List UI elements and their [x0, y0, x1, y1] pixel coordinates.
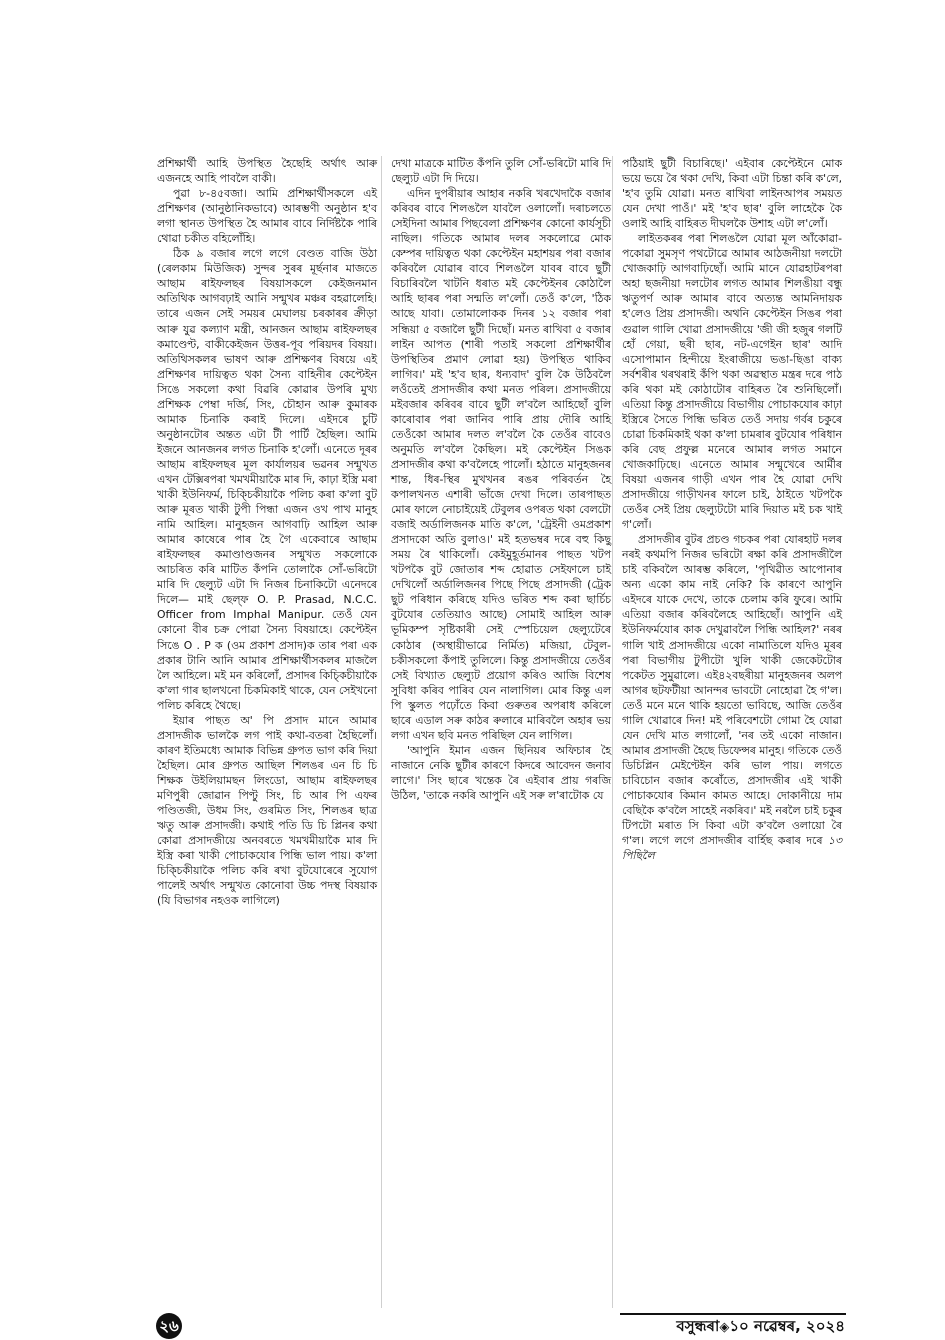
column-divider	[612, 156, 613, 1308]
paragraph-text: প্ৰসাদজীৰ বুটৰ প্ৰচণ্ড গচকৰ পৰা যোৰহাট দলৰ নৰই কথমপি নিজৰ ভৰিটো ৰক্ষা কৰি প্ৰসাদজীলৈ চাই বকিবলৈ আৰম্ভ কৰিলে, 'পৃথিৱীত আপোনাৰ অন্য একো কাম নাই নেকি? কি কাৰণে আপুনি এইদৰে যাকে দেখে, তাকে চেলাম কৰি ফুৰে। আমি এতিয়া বজাৰ কৰিবলৈহে আহিছোঁ। আপুনি এই ইউনিফৰ্মযোৰ কাক দেখুৱাবলৈ পিন্ধি আহিল?' নৰৰ গালি খাই প্ৰসাদজীয়ে একো নামাতিলে যদিও মূৰৰ পৰা বিভাগীয় টুপীটো খুলি খাকী জেকেটটোৰ পকেটত সুমুৱালে। এই৪২বছৰীয়া মানুহজনৰ অলপ আগৰ ছটফটীয়া আনন্দৰ ভাবটো নোহোৱা হৈ গ'ল। তেওঁ মনে মনে থাকি হয়তো ভাবিছে, আজি তেওঁৰ গালি খোৱাৰে দিন! মই পৰিবেশটো গোমা হৈ যোৱা যেন দেখি মাত লগালোঁ, 'নৰ তই একো নাজান। আমাৰ প্ৰসাদজী হৈছে ডিফেন্সৰ মানুহ। গতিকে তেওঁ ডিচিপ্লিন মেইণ্টেইন কৰি ভাল পায়। লগতে চাবিচোন বজাৰ কৰোঁতে, প্ৰসাদজীৰ এই খাকী পোচাকযোৰ কিমান কামত আহে। দোকানীয়ে দাম বেছিকৈ ক'বলৈ সাহেই নকৰিব।' মই নৰলৈ চাই চকুৰ টিপটো মৰাত সি কিবা এটা ক'বলৈ ওলায়ো ৰৈ গ'ল। লগে লগে প্ৰসাদজীৰ বাৰ্হিছ কৰাৰ দৰে	[622, 533, 842, 848]
paragraph: পুৱা ৮-৪৫বজা। আমি প্ৰশিক্ষাৰ্থীসকলে এই প্ৰশিক্ষণৰ (আনুষ্ঠানিকভাবে) আৰম্ভণী অনুষ্ঠান হ'ব লগা স্থানত উপস্থিত হৈ আমাৰ বাবে নিৰ্দিষ্টকৈ পাৰি থোৱা চকীত বহিলোঁহি।	[157, 187, 377, 246]
paragraph: ঠিক ৯ বজাৰ লগে লগে বেণ্ডত বাজি উঠা (ৰেলকাম মিউজিক) সুন্দৰ সুৰৰ মূৰ্ছনাৰ মাজতে আছাম ৰাইফলছৰ বিষয়াসকলে কেইজনমান অতিথিক আগবঢ়াই আনি সন্মুখৰ মঞ্চৰ বহৱালেহি। তাৰে এজন সেই সময়ৰ মেঘালয় চৰকাৰৰ ক্ৰীড়া আৰু যুৱ কল্যাণ মন্ত্ৰী, আনজন আছাম ৰাইফলছৰ কমাণ্ডেণ্ট, বাকীকেইজন উত্তৰ-পূব পৰিয়দৰ বিষয়া। অতিথিসকলৰ ভাষণ আৰু প্ৰশিক্ষণৰ বিষয়ে এই প্ৰশিক্ষণৰ দায়িত্বত থকা সৈন্য বাহিনীৰ কেপ্টেইন সিঙে সকলো কথা বিৱৰি কোৱাৰ উপৰি মুখ্য প্ৰশিক্ষক পেম্বা দৰ্জি, সিং, চৌহান আৰু কুমাৰক আমাক চিনাকি কৰাই দিলে। এইদৰে চুটি অনুষ্ঠানটোৰ অন্তত এটা টী পাৰ্টি হৈছিল। আমি ইজনে আনজনৰ লগত চিনাকি হ'লোঁ। এনেতে দূৰৰ আছাম ৰাইফলছৰ মূল কাৰ্যালয়ৰ ভৱনৰ সন্মুখত এখন টেক্সিৰপৰা খমখমীয়াকৈ মাৰ দি, কাঢ়া ইস্ত্ৰি মৰা খাকী ইউনিফৰ্ম, চিক্চিকীয়াকৈ পলিচ কৰা ক'লা বুট আৰু মূৰত খাকী টুপী পিন্ধা এজন ওখ পাখ মানুহ নামি আহিল। মানুহজন আগবাঢ়ি আহিল আৰু আমাৰ কাষেৰে পাৰ হৈ গৈ একেবাৰে আছাম ৰাইফলছৰ কমাণ্ডাণ্ডজনৰ সন্মুখত সকলোকে আচৰিত কৰি মাটিত কঁপনি তোলাকৈ সোঁ-ভৰিটো মাৰি দি ছেল্যুট এটা দি নিজৰ চিনাকিটো এনেদৰে দিলে— মাই ছেল্‌ফ O. P. Prasad, N.C.C. Officer from Imphal Manipur. তেওঁ যেন কোনো বীৰ চক্ৰ পোৱা সৈন্য বিষয়াহে। কেপ্টেইন সিঙে O . P ক (ওম প্ৰকাশ প্ৰসাদ)ক তাৰ পৰা এক প্ৰকাৰ টানি আনি আমাৰ প্ৰশিক্ষাৰ্থীসকলৰ মাজলৈ লৈ আহিলে। মই মন কৰিলোঁ, প্ৰসাদৰ কিচ্কিচীয়াকৈ ক'লা গাৰ ছালখনো চিকমিকাই থাকে, যেন সেইখনো পলিচ কৰিহে থৈছে।	[157, 247, 377, 712]
paragraph: পঠিয়াই ছুটী বিচাৰিছে।' এইবাৰ কেপ্টেইনে মোক ভয়ে ভয়ে ৰৈ থকা দেখি, কিবা এটা চিন্তা কৰি ক'লে, 'হ'ব তুমি যোৱা। মনত ৰাখিবা লাইনআপৰ সময়ত যেন দেখা পাওঁ।' মই 'হ'ব ছাৰ' বুলি লাহেকৈ কৈ ওলাই আহি বাহিৰত দীঘলকৈ উশাহ এটা ল'লোঁ।	[622, 157, 842, 231]
issue-date: ১০ নৱেম্বৰ, ২০২৪	[729, 1317, 845, 1335]
paragraph: দেখা মাত্ৰকে মাটিত কঁপনি তুলি সোঁ-ভৰিটো মাৰি দি ছেল্যুট এটা দি দিয়ে।	[391, 157, 611, 186]
continuation-note: ১৩ পিছিলৈ	[622, 834, 842, 863]
article-column-2	[391, 156, 611, 803]
paragraph: প্ৰশিক্ষাৰ্থী আহি উপস্থিত হৈছেহি অৰ্থাৎ আৰু এজনহে আহি পাবলৈ বাকী।	[157, 157, 377, 186]
column-divider	[381, 156, 382, 1308]
paragraph: 'আপুনি ইমান এজন ছিনিয়ৰ অফিচাৰ হৈ নাজানে নেকি ছুটীৰ কাৰণে কিদৰে আবেদন জনাব লাগে।' সিং ছাৰে খন্তেক ৰৈ এইবাৰ প্ৰায় গৰজি উঠিল, 'তাকে নকৰি আপুনি এই সৰু ল'ৰাটোক যে	[391, 743, 611, 802]
paragraph	[622, 532, 842, 863]
diamond-ornament-icon: ◈	[719, 1320, 730, 1335]
publication-name: বসুন্ধৰা	[676, 1317, 720, 1335]
article-column-3	[622, 156, 842, 863]
page-number: ২৬	[156, 1313, 182, 1339]
footer-masthead	[676, 1314, 845, 1340]
article-column-1	[157, 156, 377, 908]
paragraph: লাইতকৰৰ পৰা শিলঙলৈ যোৱা মূল আঁকোৱা-পকোৱা সুমসৃণ পথটোৱে আমাৰ আঠজনীয়া দলটো খোজকাঢ়ি আগবাঢ়িছোঁ। আমি মানে যোৱহাটৰপৰা অহা ছজনীয়া দলটোৰ লগত আমাৰ শিলঙীয়া বন্ধু ঋতুপৰ্ণ আৰু আমাৰ বাবে অত্যন্ত আমনিদায়ক হ'লেও প্ৰিয় প্ৰসাদজী। অথনি কেপ্টেইন সিঙৰ পৰা গুৱাল গালি খোৱা প্ৰসাদজীয়ে 'জী জী হজুৰ গলটি হোঁ গেয়া, ছৰী ছাৰ, নট-এগেইন ছাৰ' আদি এসোপামান হিন্দীয়ে ইংৰাজীয়ে ভঙা-ছিঙা বাক্য সৰ্বশৰীৰ থৰথৰাই কঁপি থকা অৱস্থাত মন্ত্ৰৰ দৰে পাঠ কৰি থকা মই কোঠাটোৰ বাহিৰত ৰৈ শুনিছিলোঁ। এতিয়া কিন্তু প্ৰসাদজীয়ে বিভাগীয় পোচাকযোৰ কাঢ়া ইস্ত্ৰিৰে সৈতে পিন্ধি ভৰিত তেওঁ সদায় গৰ্বৰ চকুৰে চোৱা চিকমিকাই থকা ক'লা চামৰাৰ বুটযোৰ পৰিধান কৰি বেছ প্ৰফুল্ল মনেৰে আমাৰ লগত সমানে খোজকাঢ়িছে। এনেতে আমাৰ সন্মুখেৰে আৰ্মীৰ বিষয়া এজনৰ গাড়ী এখন পাৰ হৈ যোৱা দেখি প্ৰসাদজীয়ে গাড়ীখনৰ ফালে চাই, ঠাইতে খটপকৈ তেওঁৰ সেই প্ৰিয় ছেল্যুটটো মাৰি দিয়াত মই চক খাই গ'লোঁ।	[622, 232, 842, 532]
paragraph: এদিন দুপৰীয়াৰ আহাৰ নকৰি খৰখেদাকৈ বজাৰ কৰিবৰ বাবে শিলঙলৈ যাবলৈ ওলালোঁ। দৰাচলতে সেইদিনা আমাৰ পিছবেলা প্ৰশিক্ষণৰ কোনো কাৰ্যসূচী নাছিল। গতিকে আমাৰ দলৰ সকলোৱে মোক কেম্পৰ দায়িত্বত থকা কেপ্টেইন মহাশয়ৰ পৰা বজাৰ কৰিবলৈ যোৱাৰ বাবে শিলঙলৈ যাবৰ বাবে ছুটী বিচাৰিবলৈ খাটনি ধৰাত মই কেপ্টেইনৰ কোঠালৈ আহি ছাৰৰ পৰা সন্মতি ল'লোঁ। তেওঁ ক'লে, 'ঠিক আছে যাবা। তোমালোকক দিনৰ ১২ বজাৰ পৰা সন্ধিয়া ৫ বজালৈ ছুটী দিছোঁ। মনত ৰাখিবা ৫ বজাৰ লাইন আপত (শাৰী পতাই সকলো প্ৰশিক্ষাৰ্থীৰ উপস্থিতিৰ প্ৰমাণ লোৱা হয়) উপস্থিত থাকিব লাগিব।' মই 'হ'ব ছাৰ, ধন্যবাদ' বুলি কৈ উঠিবলৈ লওঁতেই প্ৰসাদজীৰ কথা মনত পৰিল। প্ৰসাদজীয়ে মইবজাৰ কৰিবৰ বাবে ছুটী ল'বলৈ আহিছোঁ বুলি কাৰোবাৰ পৰা জানিব পাৰি প্ৰায় দৌৰি আহি তেওঁকো আমাৰ দলত ল'বলৈ কৈ তেওঁৰ বাবেও অনুমতি ল'বলৈ কৈছিল। মই কেপ্টেইন সিঙক প্ৰসাদজীৰ কথা ক'বলৈহে পালোঁ। হঠাতে মানুহজনৰ শান্ত, ধিৰ-স্থিৰ মুখখনৰ ৰঙৰ পৰিবৰ্তন হৈ কপালখনত এশাৰী ভাঁজে দেখা দিলে। তাৰপাছত মোৰ ফালে নোচাইয়েই টেবুলৰ ওপৰত থকা বেলটো বজাই অৰ্ডালিজনক মাতি ক'লে, 'ট্ৰেইনী ওমপ্ৰকাশ প্ৰসাদকো অতি বুলাও।' মই হতভম্বৰ দৰে বহু কিছু সময় ৰৈ থাকিলোঁ। কেইমুহূৰ্তমানৰ পাছত খটপ খটপকৈ বুট জোতাৰ শব্দ হোৱাত সেইফালে চাই দেখিলোঁ অৰ্ডালিজনৰ পিছে পিছে প্ৰসাদজী (ট্ৰেক ছুট পৰিধান কৰিছে যদিও ভৰিত শব্দ কৰা ছাৰ্চিচ বুটযোৰ তেতিয়াও আছে) সোমাই আহিল আৰু ভূমিকম্প সৃষ্টিকাৰী সেই স্পেচিয়েল ছেল্যুটেৰে কোঠাৰ (অস্থায়ীভাৱে নিৰ্মিত) মজিয়া, টেবুল-চকীসকলো কঁপাই তুলিলে। কিন্তু প্ৰসাদজীয়ে তেওঁৰ সেই বিখ্যাত ছেল্যুট প্ৰয়োগ কৰিও আজি বিশেষ সুবিধা কৰিব পাৰিব যেন নালাগিল। মোৰ কিন্তু এল পি স্কুলত পঢ়োঁতে কিবা গুৰুতৰ অপৰাধ কৰিলে ছাৰে এডাল সৰু কাঠৰ ৰুলাৰে মাৰিবলৈ অহাৰ ভয় লগা এখন ছবি মনত পৰিছিল যেন লাগিল।	[391, 187, 611, 742]
paragraph: ইয়াৰ পাছত অ' পি প্ৰসাদ মানে আমাৰ প্ৰসাদজীক ভালকৈ লগ পাই কথা-বতৰা হৈছিলোঁ। কাৰণ ইতিমধ্যে আমাক বিভিন্ন গ্ৰুপত ভাগ কৰি দিয়া হৈছিল। মোৰ গ্ৰুপত আছিল শিলঙৰ এন চি চি শিক্ষক উইলিয়ামছন লিংডো, আছাম ৰাইফলছৰ মণিপুৰী জোৱান পিণ্টু সিং, চি আৰ পি এফৰ পণ্ডিতজী, উধম সিং, গুৰমিত সিং, শিলঙৰ ছাত্ৰ ঋতু আৰু প্ৰসাদজী। কথাই পতি ডি চি প্লিনৰ কথা কোৱা প্ৰসাদজীয়ে অনবৰতে খমখমীয়াকৈ মাৰ দি ইস্ত্ৰি কৰা খাকী পোচাকযোৰ পিন্ধি ভাল পায়। ক'লা চিক্চিকীয়াকৈ পলিচ কৰি ৰখা বুটযোৰেৰে সুযোগ পালেই অৰ্থাৎ সন্মুখত কোনোবা উচ্চ পদস্থ বিষয়াক (যি বিভাগৰ নহওক লাগিলে)	[157, 713, 377, 908]
